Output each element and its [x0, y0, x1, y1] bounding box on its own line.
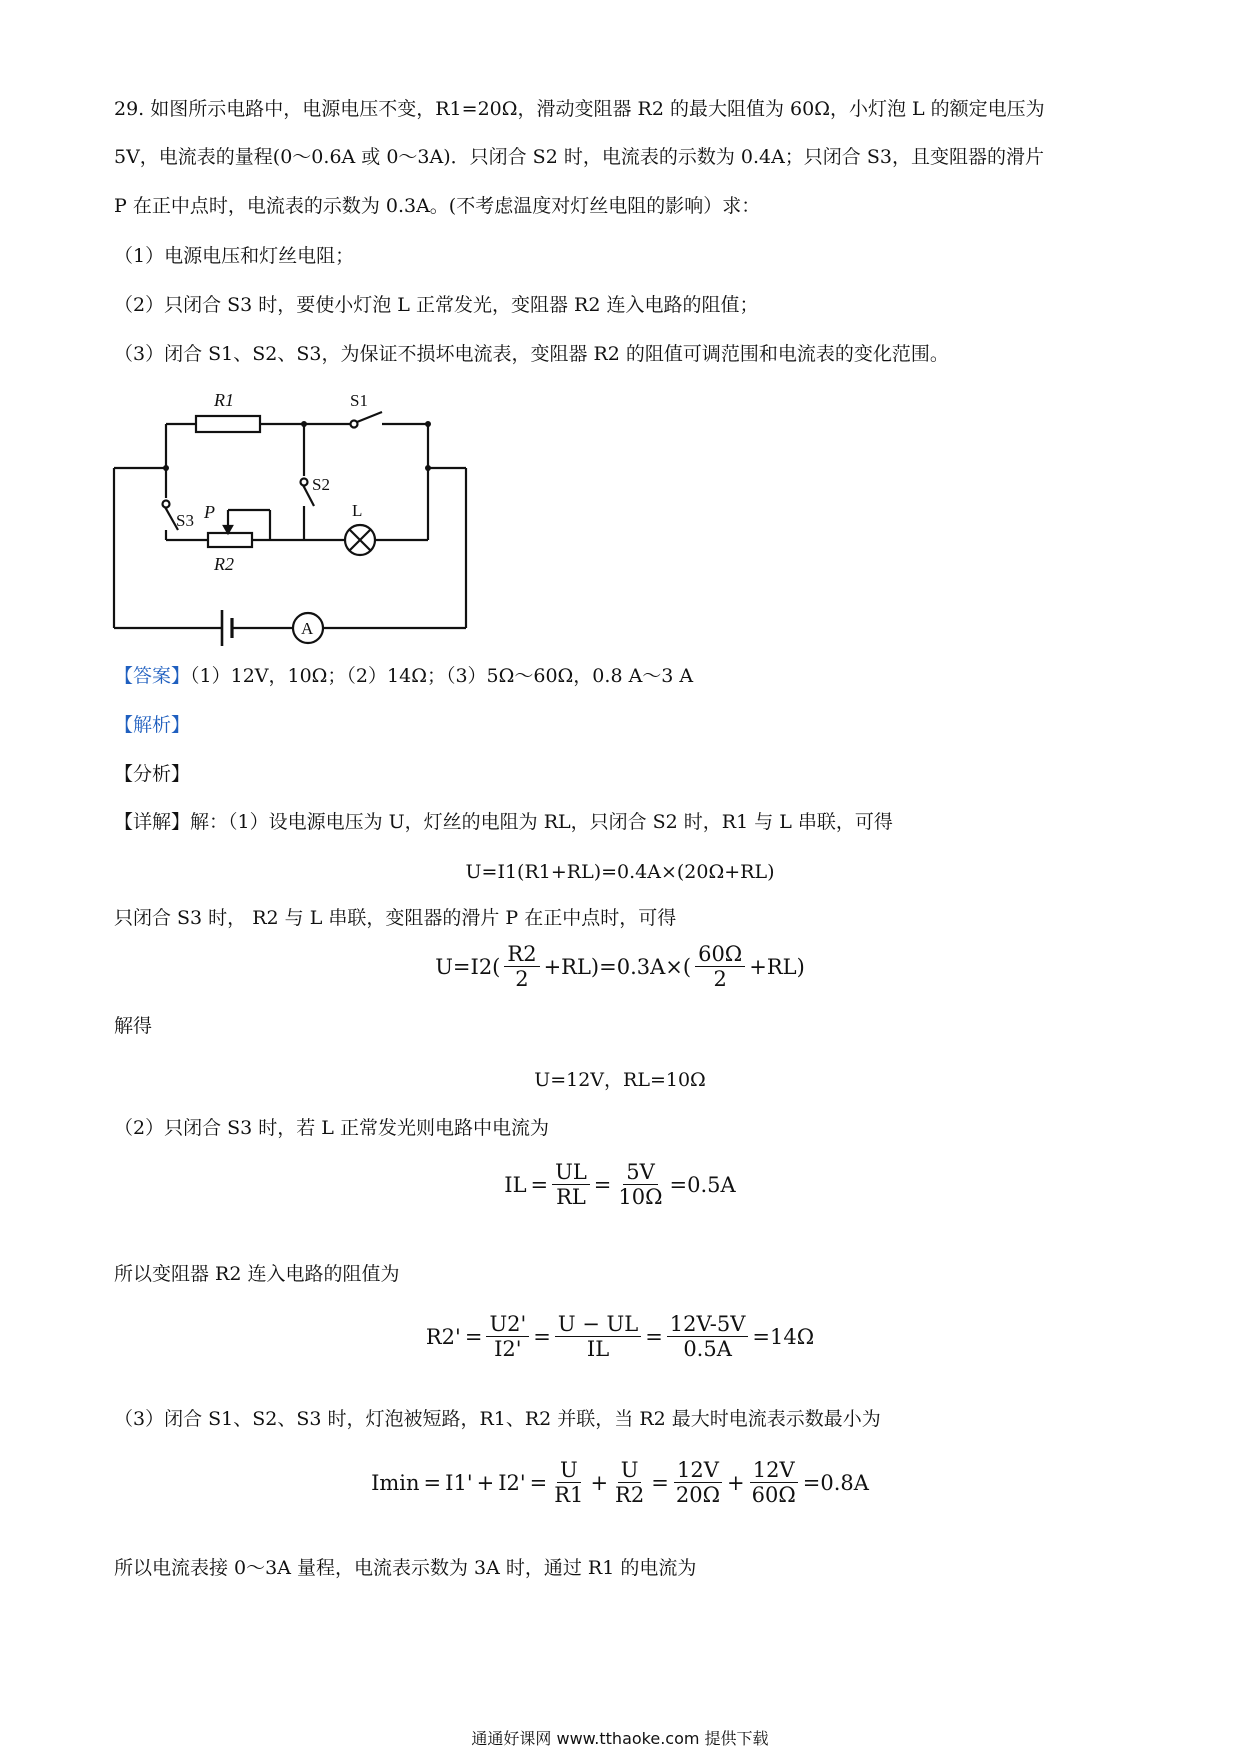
- eq2-frac-r2: $\frac{R2}{2}$: [504, 942, 539, 991]
- footer-watermark: 通通好课网 www.tthaoke.com 提供下载: [471, 1729, 769, 1748]
- equation-3: U=12V，RL=10Ω: [534, 1069, 706, 1091]
- eq6-frac-12-60: $\frac{12V}{60\Omega}$: [751, 1458, 796, 1507]
- label-s1: S1: [350, 391, 368, 410]
- eq4-frac-ul-rl: $\frac{UL}{RL}$: [552, 1160, 590, 1209]
- eq2-left: U=I2(: [435, 954, 501, 979]
- label-s2: S2: [312, 475, 330, 494]
- question-line-1: 29. 如图所示电路中，电源电压不变，R1=20Ω，滑动变阻器 R2 的最大阻值为 60Ω，小灯泡 L 的额定电压为: [114, 98, 1045, 120]
- sub-question-2: （2）只闭合 S3 时，要使小灯泡 L 正常发光，变阻器 R2 连入电路的阻值；: [114, 294, 759, 316]
- resistor-r2: [208, 533, 252, 547]
- fenxi-tag: 【分析】: [114, 763, 191, 785]
- resistor-r1: [196, 416, 260, 432]
- analysis-tag: 【解析】: [114, 714, 191, 736]
- answer-text: （1）12V，10Ω；（2）14Ω；（3）5Ω～60Ω，0.8 A～3 A: [190, 665, 694, 687]
- detail-line-6: 所以电流表接 0～3A 量程，电流表示数为 3A 时，通过 R1 的电流为: [114, 1557, 697, 1579]
- sub-question-1: （1）电源电压和灯丝电阻；: [114, 245, 355, 267]
- eq2-frac-60: $\frac{60\Omega}{2}$: [695, 942, 745, 991]
- switch-s1-blade: [357, 412, 382, 422]
- eq4-frac-5v-10: $\frac{5V}{10\Omega}$: [618, 1160, 663, 1209]
- eq6-frac-u-r1: $\frac{U}{R1}$: [554, 1458, 584, 1507]
- answer-line: [114, 662, 693, 690]
- question-line-2: 5V，电流表的量程(0～0.6A 或 0～3A)．只闭合 S2 时，电流表的示数为 0.4A；只闭合 S3，且变阻器的滑片: [114, 146, 1044, 168]
- detail-line-2: 只闭合 S3 时， R2 与 L 串联，变阻器的滑片 P 在正中点时，可得: [114, 907, 677, 929]
- equation-1: U=I1(R1+RL)=0.4A×(20Ω+RL): [465, 861, 775, 883]
- equation-4: IL = $\frac{UL}{RL}$ = $\frac{5V}{10\Omega}$ =0.5A: [504, 1160, 736, 1209]
- eq5-frac-u-ul: $\frac{U - UL}{IL}$: [555, 1312, 641, 1361]
- sub-question-3: （3）闭合 S1、S2、S3，为保证不损坏电流表，变阻器 R2 的阻值可调范围和电流表的变化范围。: [114, 343, 949, 365]
- label-s3: S3: [176, 511, 194, 530]
- eq6-frac-12-20: $\frac{12V}{20\Omega}$: [675, 1458, 720, 1507]
- eq5-frac-values: $\frac{12V-5V}{0.5A}$: [667, 1312, 749, 1361]
- answer-tag: 【答案】: [114, 665, 191, 687]
- detail-line-4: 所以变阻器 R2 连入电路的阻值为: [114, 1263, 400, 1285]
- label-lamp: L: [352, 501, 363, 520]
- detail-line-1: [114, 808, 893, 836]
- eq2-mid: +RL)=0.3A×(: [543, 954, 692, 979]
- question-line-3: P 在正中点时，电流表的示数为 0.3A。(不考虑温度对灯丝电阻的影响）求：: [114, 195, 761, 217]
- detail-line-3: （2）只闭合 S3 时，若 L 正常发光则电路中电流为: [114, 1117, 549, 1139]
- circuit-diagram: [100, 380, 480, 660]
- equation-2: [0, 942, 1240, 991]
- label-ammeter: A: [301, 619, 314, 638]
- detail-text: 解：（1）设电源电压为 U，灯丝的电阻为 RL，只闭合 S2 时，R1 与 L 串联，可得: [190, 811, 893, 833]
- eq2-right: +RL): [749, 954, 805, 979]
- equation-6: Imin = I1' + I2' = $\frac{U}{R1}$ + $\frac{U}{R2}$ = $\frac{12V}{20\Omega}$ + $\frac{12V}{60\Omega}$ =0.8A: [371, 1458, 869, 1507]
- detail-line-5: （3）闭合 S1、S2、S3 时，灯泡被短路，R1、R2 并联，当 R2 最大时电流表示数最小为: [114, 1408, 881, 1430]
- equation-5: R2' = $\frac{U2'}{I2'}$ = $\frac{U - UL}{IL}$ = $\frac{12V-5V}{0.5A}$ =14Ω: [425, 1312, 815, 1361]
- eq5-frac-u2-i2: $\frac{U2'}{I2'}$: [486, 1312, 529, 1361]
- label-r2: R2: [214, 554, 234, 574]
- jiede: 解得: [114, 1015, 153, 1037]
- detail-tag: 【详解】: [114, 811, 191, 833]
- label-p: P: [204, 502, 215, 522]
- label-r1: R1: [214, 390, 234, 410]
- eq6-frac-u-r2: $\frac{U}{R2}$: [615, 1458, 645, 1507]
